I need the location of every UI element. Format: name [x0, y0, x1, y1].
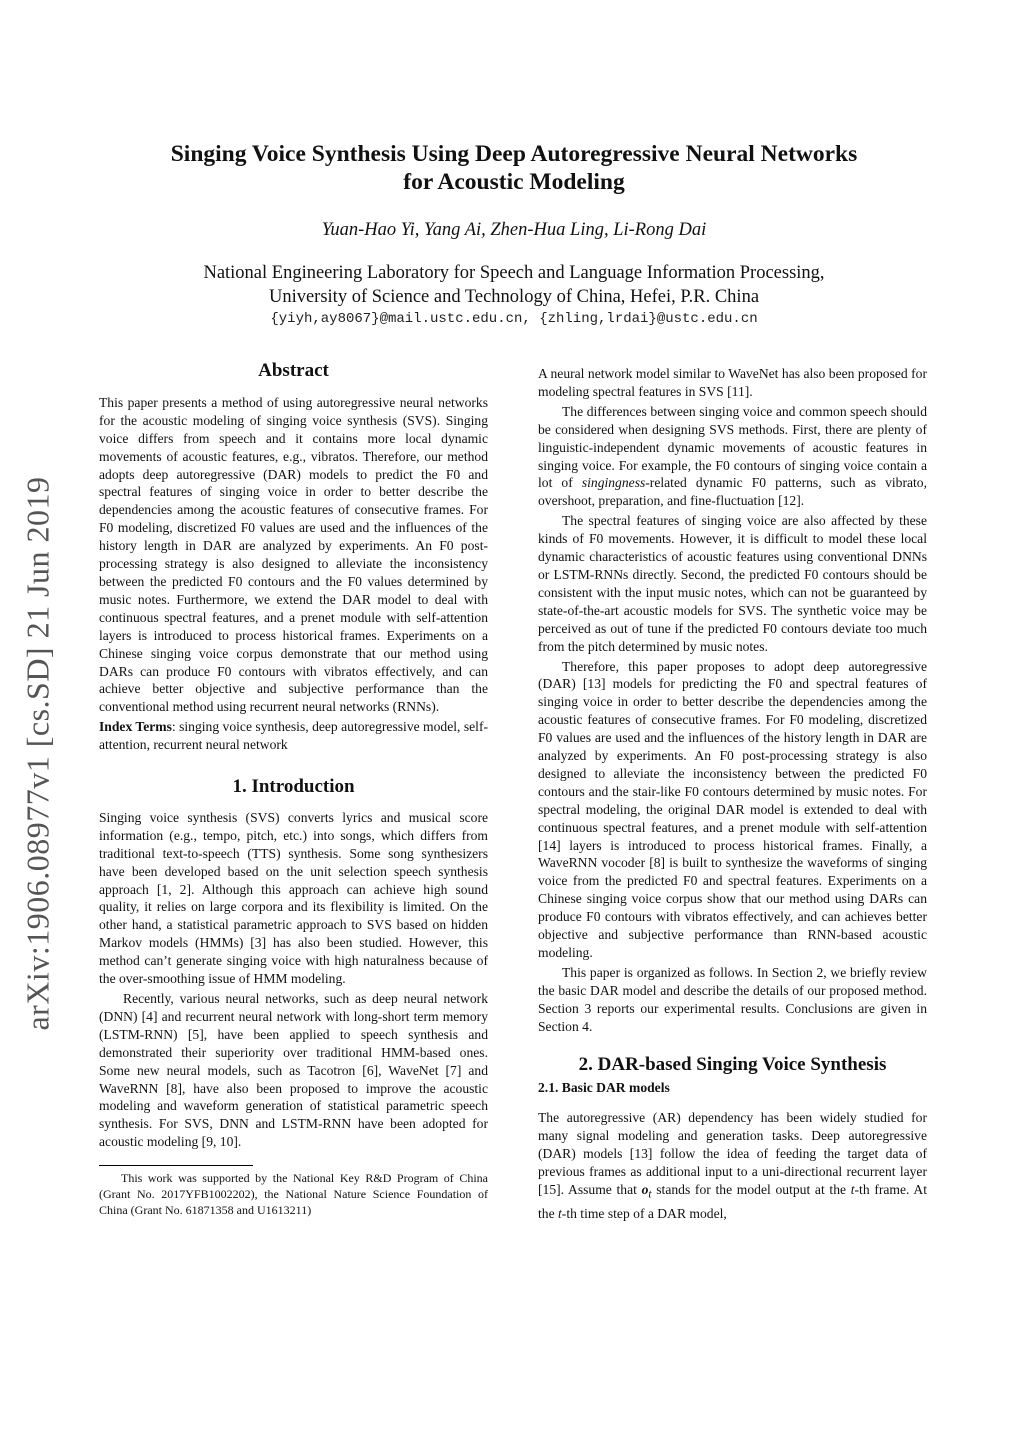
affiliation — [100, 261, 928, 309]
affiliation-line-2: University of Science and Technology of China, Hefei, P.R. China — [268, 287, 760, 307]
subsection-2-1-heading: 2.1. Basic DAR models — [538, 1080, 670, 1096]
arxiv-identifier — [14, 458, 62, 1048]
frame-index-1: t — [850, 1181, 855, 1197]
index-terms-text: : singing voice synthesis, deep autoregressive model, self-attention, recurrent neural network — [99, 719, 488, 753]
s2p1-text-b: stands for the model output at the — [651, 1181, 851, 1197]
singingness-term: singingness — [581, 475, 646, 491]
intro-paragraph-4 — [538, 403, 927, 510]
intro-paragraph-3: A neural network model similar to WaveNet has also been proposed for modeling spectral features in SVS [11]. — [538, 366, 927, 399]
section-2-paragraph-1 — [538, 1109, 927, 1222]
footnote: This work was supported by the National Key R&D Program of China (Grant No. 2017YFB1002202), the National Nature Science Foundation of China (Grant No. 61871358 and U1613211) — [99, 1171, 488, 1218]
abstract-body: This paper presents a method of using autoregressive neural networks for the acoustic modeling of singing voice synthesis (SVS). Singing voice differs from speech and it contains more local dynamic movements of acoustic features, e.g., vibratos. Therefore, our method adopts deep autoregressive (DAR) models to predict the F0 and spectral features of singing voice in order to better describe the dependencies among the acoustic features of consecutive frames. For F0 modeling, discretized F0 values are used and the influences of the history length in DAR are analyzed by experiments. An F0 post-processing strategy is also designed to alleviate the inconsistency between the predicted F0 contours and the F0 values determined by music notes. Furthermore, we extend the DAR model to deal with continuous spectral features, and a prenet module with self-attention layers is introduced to process historical frames. Experiments on a Chinese singing voice corpus demonstrate that our method using DARs can produce F0 contours with vibratos effectively, and can achieve better objective and subjective performance than the conventional method using recurrent neural networks (RNNs). — [99, 394, 488, 715]
intro-paragraph-4b: -related dynamic F0 patterns, such as vibrato, overshoot, preparation, and fine-fluctuation [12]. — [538, 475, 927, 509]
right-column — [538, 365, 927, 1225]
intro-paragraph-2: Recently, various neural networks, such as deep neural network (DNN) [4] and recurrent neural network with long-short term memory (LSTM-RNN) [5], have been applied to speech synthesis and demonstrated their superiority over traditional HMM-based ones. Some new neural models, such as Tacotron [6], WaveNet [7] and WaveRNN [8], have also been proposed to improve the acoustic modeling and waveform generation of statistical parametric speech synthesis. For SVS, DNN and LSTM-RNN have been adopted for acoustic modeling [9, 10]. — [99, 991, 488, 1150]
introduction-heading: 1. Introduction — [232, 776, 355, 798]
s2p1-text-a: The autoregressive (AR) dependency has been widely studied for many signal modeling and generation tasks. Deep autoregressive (DAR) models [13] follow the idea of feeding the target data of previous frames as additional input to a uni-directional recurrent layer [15]. Assume that — [538, 1110, 927, 1197]
author-list: Yuan-Hao Yi, Yang Ai, Zhen-Hua Ling, Li-Rong Dai — [321, 220, 707, 240]
s2p1-text-d: -th time step of a DAR model, — [561, 1205, 727, 1221]
paper-title — [100, 140, 928, 196]
intro-paragraph-4a: The differences between singing voice and common speech should be considered when designing SVS methods. First, there are plenty of linguistic-independent dynamic movements of acoustic features in singing voice. For example, the F0 contours of singing voice contain a lot of — [538, 403, 927, 491]
index-terms — [99, 718, 488, 754]
author-emails: {yiyh,ay8067}@mail.ustc.edu.cn, {zhling,lrdai}@ustc.edu.cn — [270, 311, 758, 327]
intro-paragraph-6: Therefore, this paper proposes to adopt deep autoregressive (DAR) [13] models for predicting the F0 and spectral features of singing voice in order to better describe the dependencies among the acoustic features of consecutive frames. For F0 modeling, discretized F0 values are used and the influences of the history length in DAR are analyzed by experiments. An F0 post-processing strategy is also designed to alleviate the inconsistency between the predicted F0 contours and the stair-like F0 contours determined by music notes. For spectral modeling, the original DAR model is extended to deal with continuous spectral features, and a prenet module with self-attention [14] layers is introduced to process historical frames. Finally, a WaveRNN vocoder [8] is built to synthesize the waveforms of singing voice from the predicted F0 and spectral features. Experiments on a Chinese singing voice corpus show that our method using DARs can produce F0 contours with vibratos effectively, and can achieves better objective and subjective performance than RNN-based acoustic modeling. — [538, 658, 927, 960]
intro-paragraph-5: The spectral features of singing voice are also affected by these kinds of F0 movements. However, it is difficult to model these local dynamic characteristics of acoustic features using conventional DNNs or LSTM-RNNs directly. Second, the predicted F0 contours should be consistent with the input music notes, which can not be guaranteed by state-of-the-art acoustic models for SVS. The synthetic voice may be perceived as out of tune if the predicted F0 contours deviate too much from the pitch determined by music notes. — [538, 513, 927, 654]
intro-paragraph-1: Singing voice synthesis (SVS) converts lyrics and musical score information (e.g., tempo, pitch, etc.) into songs, which differs from traditional text-to-speech (TTS) synthesis. Some song synthesizers have been developed based on the unit selection speech synthesis approach [1, 2]. Although this approach can achieve high sound quality, it relies on large corpora and its flexibility is limited. On the other hand, a statistical parametric approach to SVS based on hidden Markov models (HMMs) [3] has also been studied. However, this method can’t generate singing voice with high naturalness because of the over-smoothing issue of HMM modeling. — [99, 809, 488, 987]
arxiv-id-text: arXiv:1906.08977v1 [cs.SD] 21 Jun 2019 — [19, 475, 56, 1031]
frame-index-2: t — [558, 1205, 562, 1221]
output-subscript: t — [648, 1188, 652, 1201]
section-2-heading: 2. DAR-based Singing Voice Synthesis — [578, 1053, 887, 1075]
output-symbol: o — [641, 1181, 649, 1197]
abstract-heading: Abstract — [258, 360, 329, 381]
left-column — [99, 362, 488, 1218]
title-line-2: for Acoustic Modeling — [403, 169, 625, 195]
index-terms-label: Index Terms — [99, 719, 172, 735]
affiliation-line-1: National Engineering Laboratory for Speech and Language Information Processing, — [203, 263, 825, 283]
s2p1-text-c: -th frame. At the — [538, 1181, 927, 1221]
intro-paragraph-7: This paper is organized as follows. In Section 2, we briefly review the basic DAR model and describe the details of our proposed method. Section 3 reports our experimental results. Conclusions are given in Section 4. — [538, 964, 927, 1034]
title-line-1: Singing Voice Synthesis Using Deep Autoregressive Neural Networks — [170, 141, 858, 167]
